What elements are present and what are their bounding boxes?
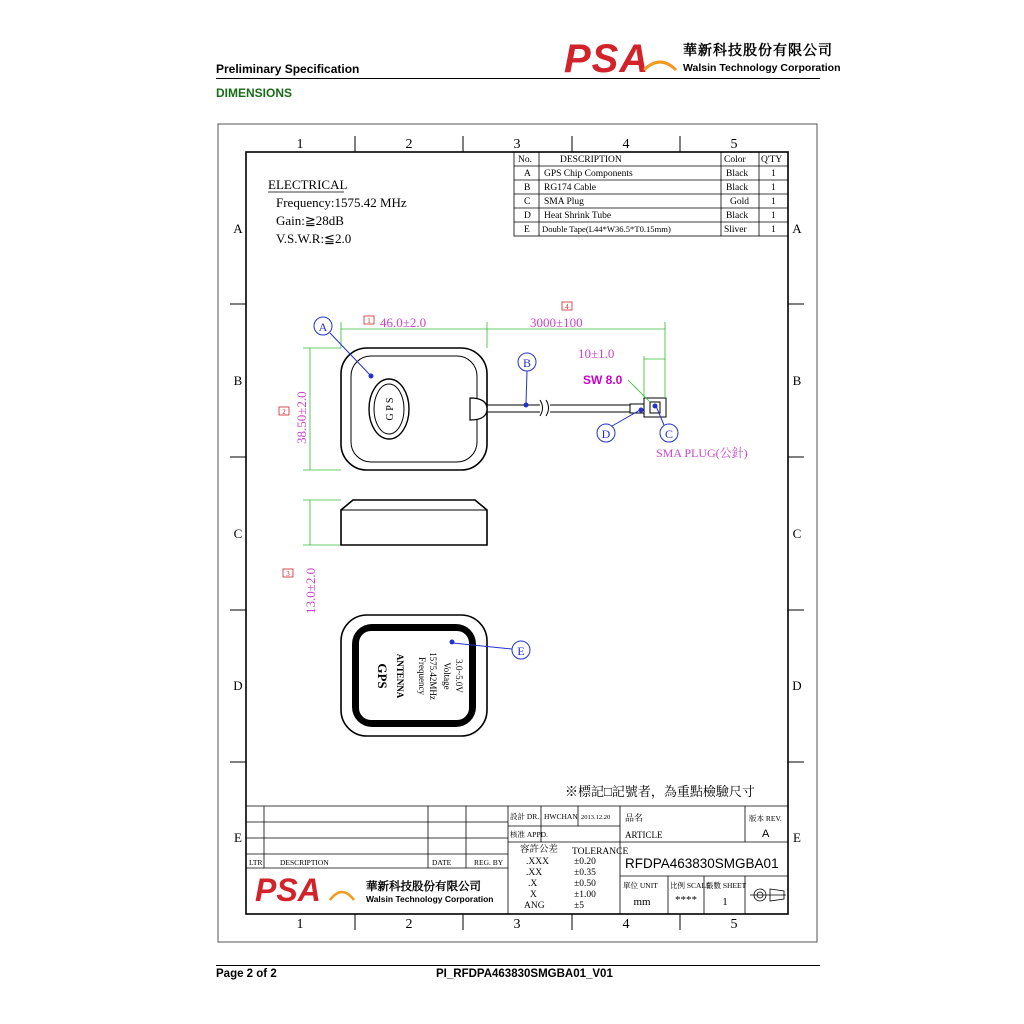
plate-freq-value: 1575.42MHz xyxy=(428,652,438,700)
chip-label: G P S xyxy=(385,397,396,421)
tb-date: 2013.12.20 xyxy=(581,814,611,821)
company-name-en: Walsin Technology Corporation xyxy=(683,62,841,74)
bom-cell: Gold xyxy=(730,197,749,207)
row-label-b: B xyxy=(233,373,243,388)
col-label-4-bottom: 4 xyxy=(622,917,630,932)
tol-row: ±0.35 xyxy=(574,868,596,878)
sma-plug-label: SMA PLUG(公針) xyxy=(656,446,748,460)
bom-cell: 1 xyxy=(771,183,776,193)
critical-mark: 1 xyxy=(367,317,371,325)
tol-row: .XX xyxy=(526,868,543,878)
title-block-logo: PSA xyxy=(255,872,321,908)
tol-row: .XXX xyxy=(526,857,549,867)
bom-cell: Black xyxy=(726,183,749,193)
tb-scale-label: 比例 SCALE xyxy=(670,881,711,890)
tb-unit: mm xyxy=(633,896,651,908)
row-label-c: C xyxy=(233,526,243,541)
critical-mark: 4 xyxy=(565,303,569,311)
page-header-title: Preliminary Specification xyxy=(216,62,360,76)
tb-unit-label: 單位 UNIT xyxy=(623,881,658,890)
electrical-heading: ELECTRICAL xyxy=(268,177,348,192)
col-label-5-bottom: 5 xyxy=(730,917,738,932)
callout-b: B xyxy=(522,356,532,370)
bom-cell: 1 xyxy=(771,211,776,221)
tb-col-ltr: LTR xyxy=(249,858,263,867)
antenna-side-view xyxy=(341,500,487,545)
col-label-3: 3 xyxy=(513,137,521,152)
bom-cell: 1 xyxy=(771,169,776,179)
col-label-4: 4 xyxy=(622,137,630,152)
antenna-top-view xyxy=(341,348,487,470)
row-label-c-right: C xyxy=(792,526,802,541)
tol-row: ±0.50 xyxy=(574,879,596,889)
dim-thickness: 13.0±2.0 xyxy=(303,567,318,614)
tb-approve-label: 核准 APPD. xyxy=(510,830,548,839)
footer-page: Page 2 of 2 xyxy=(216,968,277,980)
bom-cell: RG174 Cable xyxy=(544,183,596,193)
electrical-frequency: Frequency:1575.42 MHz xyxy=(276,195,407,210)
electrical-vswr: V.S.W.R:≦2.0 xyxy=(276,231,352,246)
bom-cell: Sliver xyxy=(724,225,747,235)
tb-tol-cn: 容許公差 xyxy=(520,845,559,855)
bom-cell: A xyxy=(524,169,531,179)
col-label-2: 2 xyxy=(405,137,413,152)
section-heading: DIMENSIONS xyxy=(216,86,293,100)
antenna-bottom-view xyxy=(341,615,487,736)
row-label-e-right: E xyxy=(793,830,801,845)
col-label-1-bottom: 1 xyxy=(296,917,304,932)
tb-tol-en: TOLERANCE xyxy=(572,847,629,857)
plate-volt-value: 3.0~5.0V xyxy=(454,659,464,693)
plate-antenna: ANTENNA xyxy=(395,653,405,699)
col-label-1: 1 xyxy=(296,137,304,152)
dim-width: 46.0±2.0 xyxy=(380,315,427,330)
tb-rev: A xyxy=(762,828,770,840)
tol-row: ±0.20 xyxy=(574,857,596,867)
tol-row: X xyxy=(530,890,537,900)
bom-cell: Black xyxy=(726,169,749,179)
tb-sheet-label: 張數 SHEET xyxy=(706,881,747,890)
inspection-note: ※標記□記號者，為重點檢驗尺寸 xyxy=(565,784,755,799)
callout-c: C xyxy=(664,427,674,441)
bom-cell: Heat Shrink Tube xyxy=(544,211,612,221)
dim-height: 38.50±2.0 xyxy=(294,391,309,444)
title-block-company-en: Walsin Technology Corporation xyxy=(366,894,494,904)
callout-e: E xyxy=(517,644,525,658)
tb-scale: **** xyxy=(675,894,697,906)
title-block-company-cn: 華新科技股份有限公司 xyxy=(366,881,481,893)
tb-article-cn: 品名 xyxy=(625,813,644,823)
bom-cell: D xyxy=(524,211,531,221)
tol-row: .X xyxy=(528,879,538,889)
part-number: RFDPA463830SMGBA01 xyxy=(625,856,779,871)
plate-freq-label: Frequency xyxy=(417,657,427,695)
tb-col-date: DATE xyxy=(432,858,452,867)
tb-sheet: 1 xyxy=(722,896,728,908)
bom-cell: 1 xyxy=(771,225,776,235)
critical-mark: 3 xyxy=(286,570,290,578)
tb-col-reg-by: REG. BY xyxy=(474,858,504,867)
tb-article-en: ARTICLE xyxy=(625,830,663,840)
tb-rev-label: 版本 REV. xyxy=(749,814,782,823)
dim-plug-length: 10±1.0 xyxy=(578,346,615,361)
bom-cell: C xyxy=(524,197,531,207)
bom-cell: GPS Chip Components xyxy=(544,169,633,179)
bom-cell: B xyxy=(524,183,531,193)
dim-cable-length: 3000±100 xyxy=(530,315,583,330)
col-label-5: 5 xyxy=(730,137,738,152)
tol-row: ±1.00 xyxy=(574,890,596,900)
tb-col-description: DESCRIPTION xyxy=(280,858,329,867)
bom-header-no: No. xyxy=(518,155,532,165)
bom-cell: Double Tape(L44*W36.5*T0.15mm) xyxy=(542,224,671,234)
row-label-d: D xyxy=(233,678,243,693)
svg-text:PSA: PSA xyxy=(564,37,650,81)
plate-gps: GPS xyxy=(375,663,390,689)
projection-symbol xyxy=(750,889,786,901)
footer-doc-id: PI_RFDPA463830SMGBA01_V01 xyxy=(436,968,613,980)
bom-header-description: DESCRIPTION xyxy=(560,155,622,165)
tb-designer: HWCHAN xyxy=(544,812,578,821)
col-label-3-bottom: 3 xyxy=(513,917,521,932)
bom-cell: 1 xyxy=(771,197,776,207)
company-name-cn: 華新科技股份有限公司 xyxy=(683,43,833,59)
bom-cell: E xyxy=(524,225,530,235)
row-label-d-right: D xyxy=(792,678,802,693)
critical-mark: 2 xyxy=(282,408,286,416)
row-label-b-right: B xyxy=(792,373,802,388)
tb-design-label: 設計 DR. xyxy=(510,812,540,821)
bom-header-color: Color xyxy=(724,155,746,165)
row-label-a: A xyxy=(233,221,243,236)
row-label-a-right: A xyxy=(792,221,802,236)
callout-a: A xyxy=(318,320,328,334)
dim-sw: SW 8.0 xyxy=(583,373,623,387)
bom-header-qty: Q'TY xyxy=(761,155,783,165)
footer-rule xyxy=(216,965,820,966)
callout-d: D xyxy=(601,427,611,441)
bom-cell: SMA Plug xyxy=(544,197,584,207)
tol-row: ANG xyxy=(524,901,545,911)
row-label-e: E xyxy=(234,830,242,845)
tol-row: ±5 xyxy=(574,901,584,911)
bom-cell: Black xyxy=(726,211,749,221)
cable xyxy=(487,398,666,417)
col-label-2-bottom: 2 xyxy=(405,917,413,932)
plate-volt-label: Voltage xyxy=(442,662,452,690)
electrical-gain: Gain:≧28dB xyxy=(276,213,344,228)
